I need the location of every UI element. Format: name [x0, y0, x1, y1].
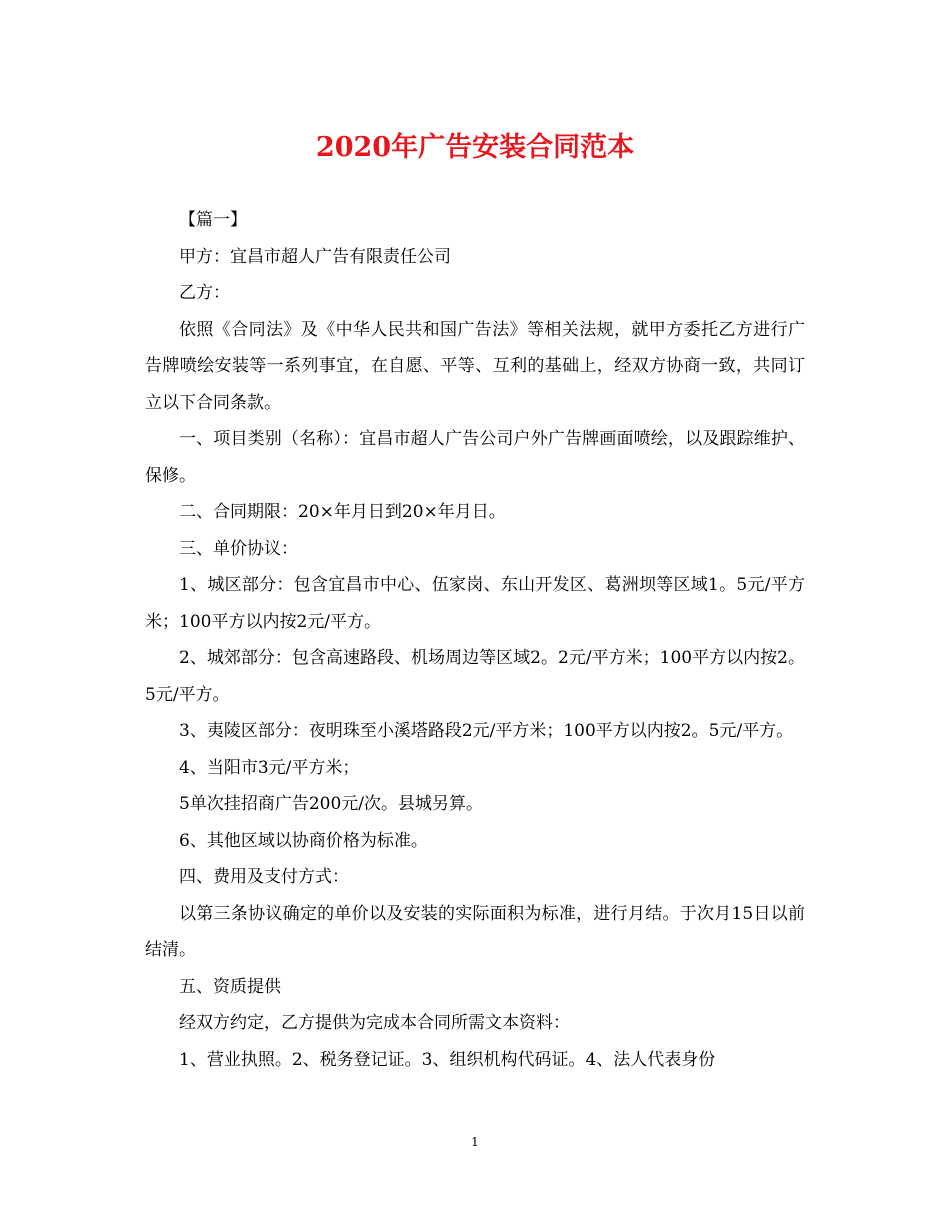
clause-payment-heading: 四、费用及支付方式：	[179, 867, 349, 887]
price-item-urban: 1、城区部分：包含宜昌市中心、伍家岗、东山开发区、葛洲坝等区域1。5元/平方米；100平方以内按2元/平方。	[145, 575, 805, 632]
clause-qualification-heading: 五、资质提供	[179, 976, 281, 997]
document-title: 2020年广告安装合同范本	[315, 132, 635, 163]
preamble-paragraph: 依照《合同法》及《中华人民共和国广告法》等相关法规，就甲方委托乙方进行广告牌喷绘安装等一系列事宜，在自愿、平等、互利的基础上，经双方协商一致，共同订立以下合同条款。	[145, 319, 805, 413]
document-body	[145, 202, 805, 1078]
page-number: 1	[471, 1135, 479, 1149]
price-item-other-areas: 6、其他区域以协商价格为标准。	[179, 830, 428, 851]
price-item-yiling: 3、夷陵区部分：夜明珠至小溪塔路段2元/平方米；100平方以内按2。5元/平方。	[179, 721, 794, 741]
price-item-investment-ad: 5单次挂招商广告200元/次。县城另算。	[179, 794, 483, 814]
clause-unit-price-heading: 三、单价协议：	[179, 538, 298, 559]
clause-contract-term: 二、合同期限：20×年月日到20×年月日。	[179, 502, 506, 522]
qualification-list: 1、营业执照。2、税务登记证。3、组织机构代码证。4、法人代表身份	[179, 1049, 716, 1070]
qualification-intro: 经双方约定，乙方提供为完成本合同所需文本资料：	[179, 1013, 570, 1033]
party-a-line: 甲方：宜昌市超人广告有限责任公司	[179, 246, 451, 267]
party-b-line: 乙方：	[179, 283, 230, 303]
section-heading: 【篇一】	[179, 210, 247, 230]
price-item-suburban: 2、城郊部分：包含高速路段、机场周边等区域2。2元/平方米；100平方以内按2。5元/平方。	[145, 648, 805, 705]
clause-project-type: 一、项目类别（名称）：宜昌市超人广告公司户外广告牌画面喷绘，以及跟踪维护、保修。	[145, 429, 805, 486]
payment-terms-paragraph: 以第三条协议确定的单价以及安装的实际面积为标准，进行月结。于次月15日以前结清。	[145, 903, 805, 960]
price-item-dangyang: 4、当阳市3元/平方米；	[179, 757, 360, 778]
